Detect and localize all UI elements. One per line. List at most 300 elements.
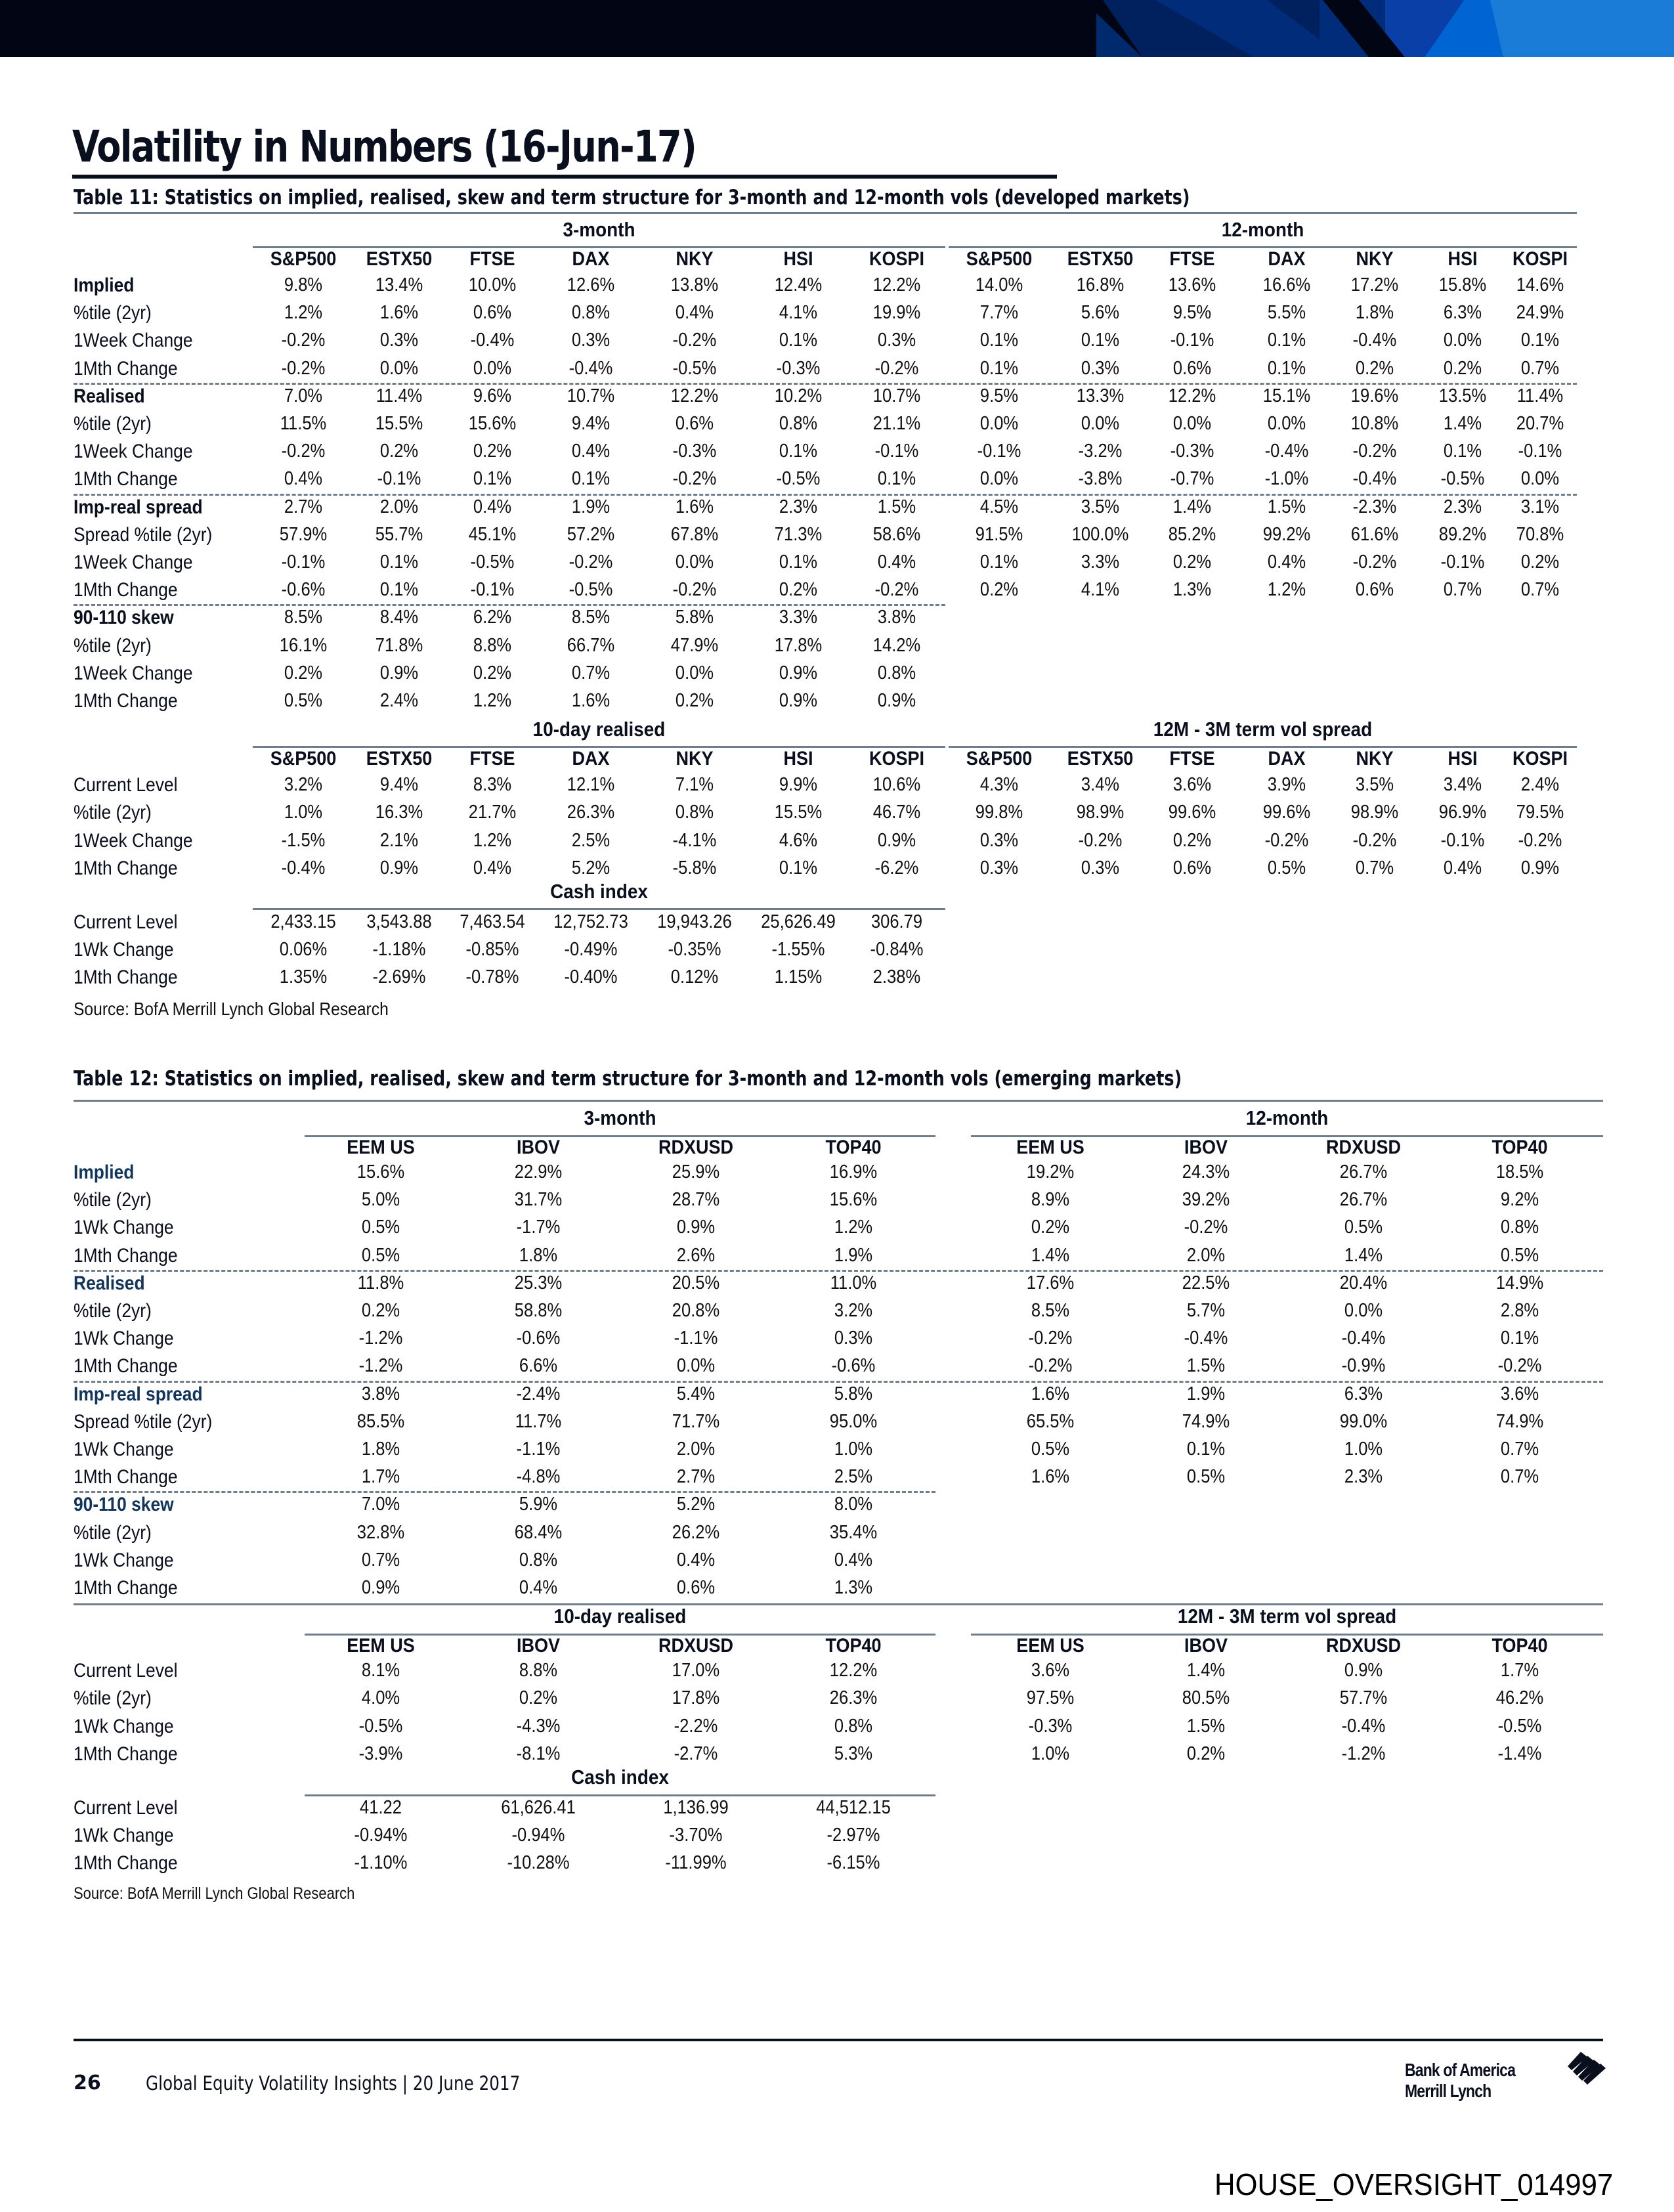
table-cell: -0.2% — [281, 357, 326, 379]
table-cell: -0.4% — [1264, 441, 1309, 462]
table-cell: 0.1% — [979, 552, 1019, 573]
table-cell: 61.6% — [1350, 523, 1399, 545]
table-cell: 14.6% — [1516, 274, 1564, 295]
table-cell: 1.8% — [361, 1439, 400, 1460]
table-cell: 5.6% — [1081, 302, 1120, 324]
table-cell: 95.0% — [829, 1410, 878, 1432]
table-cell: 1.0% — [1344, 1439, 1383, 1460]
table-cell: -0.4% — [1341, 1715, 1386, 1737]
table-cell: 57.9% — [279, 523, 328, 545]
right-col-header: FTSE — [1169, 248, 1215, 270]
table-cell: -0.2% — [874, 357, 919, 379]
table-cell: -2.69% — [372, 966, 426, 988]
table-cell: -0.2% — [281, 330, 326, 351]
table-cell: 18.5% — [1495, 1161, 1544, 1182]
table-cell: -11.99% — [665, 1852, 727, 1874]
table-cell: 11.8% — [357, 1272, 404, 1293]
table-cell: -0.1% — [281, 552, 326, 573]
table-cell: -1.4% — [1497, 1743, 1542, 1764]
table-cell: -1.0% — [1264, 468, 1309, 490]
table-cell: 1.35% — [279, 966, 328, 988]
left-col-header: RDXUSD — [658, 1635, 734, 1657]
table-cell: 0.5% — [1031, 1439, 1070, 1460]
table-cell: 0.2% — [379, 441, 419, 462]
table-cell: 1.4% — [1031, 1244, 1070, 1266]
table-cell: 4.1% — [779, 302, 818, 324]
right-col-header: NKY — [1356, 248, 1394, 270]
table-cell: -0.40% — [564, 966, 618, 988]
table-cell: 4.5% — [979, 496, 1019, 517]
table-cell: 1.2% — [834, 1217, 873, 1238]
table-cell: 0.1% — [379, 552, 419, 573]
table-cell: 12.2% — [872, 274, 921, 295]
table-cell: 21.7% — [468, 802, 517, 823]
row-label: 1Week Change — [74, 330, 193, 352]
table-cell: 0.12% — [670, 966, 719, 988]
table-cell: 15.8% — [1438, 274, 1487, 295]
table-cell: 3.9% — [1267, 774, 1306, 796]
table-cell: 3.3% — [1081, 552, 1120, 573]
table-cell: 5.7% — [1186, 1300, 1226, 1321]
table-cell: 10.2% — [774, 385, 823, 406]
section-divider — [74, 1491, 935, 1493]
table-cell: -0.49% — [564, 939, 618, 961]
table-cell: 99.6% — [1168, 802, 1216, 823]
table-cell: -3.70% — [669, 1825, 723, 1846]
table-cell: 5.0% — [361, 1189, 400, 1211]
table-cell: 0.4% — [676, 1549, 716, 1571]
table-cell: 3.6% — [1500, 1383, 1539, 1404]
table11-source: Source: BofA Merrill Lynch Global Research — [74, 998, 389, 1019]
right-col-header: ESTX50 — [1067, 748, 1134, 770]
table-cell: -0.94% — [354, 1825, 408, 1846]
row-label: Realised — [74, 385, 145, 407]
table-cell: 57.7% — [1339, 1687, 1388, 1709]
table-cell: 0.4% — [473, 857, 512, 878]
table-cell: -0.1% — [1440, 552, 1485, 573]
group-12-month: 12-month — [1221, 218, 1304, 241]
table-cell: 19.6% — [1350, 385, 1399, 406]
row-label: Spread %tile (2yr) — [74, 523, 213, 546]
table-cell: 0.6% — [1172, 857, 1212, 878]
table-cell: 3,543.88 — [366, 911, 432, 932]
row-label: 90-110 skew — [74, 1494, 174, 1516]
table-cell: 14.9% — [1495, 1272, 1544, 1293]
table-cell: 0.4% — [1443, 857, 1482, 878]
row-label: %tile (2yr) — [74, 1300, 152, 1322]
publication-title: Global Equity Volatility Insights | 20 June 2017 — [146, 2072, 521, 2094]
table-cell: 7.7% — [979, 302, 1019, 324]
table-cell: 2.4% — [1520, 774, 1560, 796]
table-cell: 0.4% — [284, 468, 323, 490]
table-cell: 2.7% — [284, 496, 323, 517]
table-cell: 0.0% — [473, 357, 512, 379]
table-cell: 0.8% — [675, 802, 714, 823]
table-cell: 0.1% — [1267, 330, 1306, 351]
table-cell: 3.6% — [1172, 774, 1212, 796]
table-cell: 0.3% — [979, 857, 1019, 878]
table-cell: 3.2% — [834, 1300, 873, 1321]
table-cell: 68.4% — [514, 1521, 563, 1543]
section-divider — [74, 494, 1577, 496]
table-cell: 2.3% — [779, 496, 818, 517]
table-cell: -0.4% — [1184, 1328, 1228, 1349]
table-cell: 39.2% — [1182, 1189, 1230, 1211]
group-10-day-realised: 10-day realised — [553, 1605, 687, 1628]
table-cell: 1.5% — [1267, 496, 1306, 517]
table-cell: 11.4% — [1516, 385, 1564, 406]
table-cell: 22.5% — [1182, 1272, 1230, 1293]
table-cell: 0.4% — [877, 552, 916, 573]
table-cell: 32.8% — [356, 1521, 405, 1543]
table-cell: 8.8% — [519, 1660, 558, 1681]
table-cell: 0.06% — [279, 939, 328, 961]
row-label: 90-110 skew — [74, 607, 174, 629]
row-label: 1Wk Change — [74, 939, 174, 961]
table-cell: -0.2% — [1078, 829, 1123, 851]
table-cell: -0.2% — [1352, 441, 1397, 462]
table-cell: 0.4% — [675, 302, 714, 324]
table-cell: 1.0% — [284, 802, 323, 823]
table-cell: 0.7% — [361, 1549, 400, 1571]
table-cell: -1.5% — [281, 829, 326, 851]
section-divider — [74, 1381, 1603, 1383]
table-cell: 1.6% — [1031, 1383, 1070, 1404]
table-cell: 20.4% — [1339, 1272, 1388, 1293]
table-cell: -4.3% — [516, 1715, 561, 1737]
table-cell: -2.97% — [826, 1825, 880, 1846]
right-col-header: HSI — [1448, 748, 1478, 770]
table-cell: 0.4% — [1267, 552, 1306, 573]
table-cell: 13.4% — [375, 274, 423, 295]
table-cell: 9.9% — [779, 774, 818, 796]
table-cell: 98.9% — [1350, 802, 1399, 823]
table-cell: 8.0% — [834, 1494, 873, 1515]
table-cell: 1.2% — [1267, 579, 1306, 601]
table-cell: -6.2% — [874, 857, 919, 878]
row-label: %tile (2yr) — [74, 1521, 152, 1544]
table-cell: 11.5% — [280, 413, 327, 434]
table-cell: 31.7% — [514, 1189, 563, 1211]
table-cell: 0.5% — [1186, 1466, 1226, 1488]
right-col-header: NKY — [1356, 748, 1394, 770]
table-cell: -0.2% — [1497, 1355, 1542, 1377]
right-col-header: S&P500 — [966, 248, 1033, 270]
table-cell: 0.4% — [834, 1549, 873, 1571]
table-cell: 1.2% — [473, 690, 512, 711]
table-cell: 10.0% — [468, 274, 517, 295]
table-cell: 0.3% — [1081, 857, 1120, 878]
table12-top-rule — [74, 1100, 1603, 1102]
table-cell: 7.0% — [361, 1494, 400, 1515]
table-cell: 26.7% — [1339, 1189, 1388, 1211]
table-cell: 0.2% — [1172, 829, 1212, 851]
row-label: Current Level — [74, 774, 178, 796]
table-cell: 0.5% — [1267, 857, 1306, 878]
table-cell: 13.8% — [670, 274, 719, 295]
table-cell: 0.9% — [1344, 1660, 1383, 1681]
table-cell: -1.10% — [354, 1852, 408, 1874]
table-cell: 79.5% — [1516, 802, 1564, 823]
table-cell: 0.9% — [379, 857, 419, 878]
group-cash-index: Cash index — [550, 880, 648, 903]
table-cell: 0.1% — [779, 441, 818, 462]
table-cell: 0.9% — [779, 690, 818, 711]
table-cell: 1.6% — [675, 496, 714, 517]
table-cell: -0.5% — [672, 357, 717, 379]
table-cell: 6.2% — [473, 607, 512, 628]
table-cell: -0.2% — [1352, 829, 1397, 851]
right-col-header: TOP40 — [1492, 1137, 1548, 1158]
table-cell: 3.5% — [1081, 496, 1120, 517]
table-cell: 0.2% — [675, 690, 714, 711]
table-cell: 0.7% — [1520, 579, 1560, 601]
table-cell: -0.5% — [358, 1715, 403, 1737]
table-cell: 99.6% — [1262, 802, 1311, 823]
table-cell: -0.5% — [1497, 1715, 1542, 1737]
table-cell: 26.7% — [1339, 1161, 1388, 1182]
table-cell: -4.1% — [672, 829, 717, 851]
table-cell: -0.2% — [1184, 1217, 1228, 1238]
table-cell: 5.8% — [834, 1383, 873, 1404]
table-cell: 8.5% — [571, 607, 611, 628]
table-cell: 0.0% — [675, 662, 714, 683]
left-col-header: IBOV — [516, 1137, 561, 1158]
table-cell: 1.2% — [473, 829, 512, 851]
table-cell: -0.2% — [874, 579, 919, 601]
table-cell: 99.0% — [1339, 1410, 1388, 1432]
table-cell: 71.3% — [774, 523, 823, 545]
table-cell: 0.1% — [1267, 357, 1306, 379]
logo-line1: Bank of America — [1405, 2060, 1516, 2080]
left-col-header: S&P500 — [270, 248, 337, 270]
table-cell: 5.4% — [676, 1383, 716, 1404]
table-cell: 1.0% — [1031, 1743, 1070, 1764]
table-cell: 28.7% — [672, 1189, 720, 1211]
table-cell: -3.8% — [1078, 468, 1123, 490]
table11-top-rule — [74, 212, 1577, 214]
table-cell: 3.6% — [1031, 1660, 1070, 1681]
table-cell: 3.8% — [361, 1383, 400, 1404]
row-label: 1Week Change — [74, 829, 193, 852]
left-col-header: DAX — [572, 748, 610, 770]
table-cell: 0.3% — [379, 330, 419, 351]
table-cell: 0.2% — [1031, 1217, 1070, 1238]
group-cash-index-rule — [305, 1794, 935, 1796]
table-cell: 2.3% — [1443, 496, 1482, 517]
table-cell: -0.1% — [1518, 441, 1562, 462]
table-cell: 70.8% — [1516, 523, 1564, 545]
left-col-header: S&P500 — [270, 748, 337, 770]
group-10-day-realised: 10-day realised — [532, 718, 666, 741]
table-cell: -4.8% — [516, 1466, 561, 1488]
table-cell: 8.5% — [1031, 1300, 1070, 1321]
table-cell: 1.5% — [1186, 1355, 1226, 1377]
table-cell: 1.6% — [379, 302, 419, 324]
table-cell: 0.7% — [571, 662, 611, 683]
table-cell: 3.3% — [779, 607, 818, 628]
left-col-header: DAX — [572, 248, 610, 270]
group-cash-index: Cash index — [571, 1766, 669, 1789]
table-cell: 0.6% — [1172, 357, 1212, 379]
table-cell: 3.4% — [1081, 774, 1120, 796]
table-cell: 2.5% — [834, 1466, 873, 1488]
table-cell: 0.1% — [571, 468, 611, 490]
table-cell: 3.1% — [1520, 496, 1560, 517]
table-cell: 0.1% — [1443, 441, 1482, 462]
table-cell: 1.5% — [877, 496, 916, 517]
document-stamp: HOUSE_OVERSIGHT_014997 — [1214, 2167, 1614, 2201]
row-label: Current Level — [74, 1660, 178, 1682]
table-cell: 2.4% — [379, 690, 419, 711]
table-cell: 0.2% — [779, 579, 818, 601]
table-cell: 57.2% — [567, 523, 615, 545]
left-col-header: FTSE — [469, 248, 515, 270]
table-cell: 26.3% — [567, 802, 615, 823]
table-cell: 25.9% — [672, 1161, 720, 1182]
table-cell: -0.1% — [977, 441, 1021, 462]
table-cell: 19.2% — [1026, 1161, 1075, 1182]
title-underline — [72, 175, 1057, 179]
table-cell: 0.0% — [979, 468, 1019, 490]
table-cell: 17.8% — [774, 634, 823, 656]
row-label: 1Week Change — [74, 552, 193, 573]
table-cell: -2.3% — [1352, 496, 1397, 517]
table-cell: -0.5% — [569, 579, 613, 601]
row-label: Imp-real spread — [74, 496, 203, 518]
table-cell: -0.1% — [377, 468, 421, 490]
table-cell: -1.18% — [372, 939, 426, 961]
bank-logo — [1405, 2052, 1608, 2104]
table-cell: 10.7% — [872, 385, 921, 406]
table-cell: 1.15% — [774, 966, 823, 988]
table-cell: -0.2% — [1264, 829, 1309, 851]
row-label: %tile (2yr) — [74, 1687, 152, 1710]
table-cell: 9.5% — [1172, 302, 1212, 324]
row-label: 1Mth Change — [74, 1466, 178, 1488]
table-cell: 0.8% — [571, 302, 611, 324]
table-cell: 0.1% — [1186, 1439, 1226, 1460]
table-cell: 2.5% — [571, 829, 611, 851]
table-cell: 85.5% — [356, 1410, 405, 1432]
table-cell: 0.1% — [779, 330, 818, 351]
table-cell: -1.2% — [358, 1355, 403, 1377]
footer-rule — [74, 2039, 1603, 2041]
table-cell: 8.1% — [361, 1660, 400, 1681]
row-label: 1Mth Change — [74, 1244, 178, 1267]
table-cell: -0.94% — [511, 1825, 565, 1846]
table-cell: -0.2% — [569, 552, 613, 573]
table-cell: 58.6% — [872, 523, 921, 545]
row-label: Current Level — [74, 911, 178, 933]
row-label: Imp-real spread — [74, 1383, 203, 1405]
table-cell: 0.8% — [779, 413, 818, 434]
table-cell: 55.7% — [375, 523, 423, 545]
table-cell: 0.3% — [979, 829, 1019, 851]
table-cell: 1.0% — [834, 1439, 873, 1460]
table-cell: 15.6% — [468, 413, 517, 434]
right-col-header: S&P500 — [966, 748, 1033, 770]
table-cell: -0.2% — [672, 579, 717, 601]
right-col-header: EEM US — [1016, 1635, 1084, 1657]
table-cell: 67.8% — [670, 523, 719, 545]
table-cell: 0.5% — [1500, 1244, 1539, 1266]
table-cell: 12,752.73 — [553, 911, 628, 932]
table-cell: 89.2% — [1438, 523, 1487, 545]
row-label: 1Mth Change — [74, 1577, 178, 1599]
table-cell: 0.3% — [834, 1328, 873, 1349]
table-cell: 0.3% — [571, 330, 611, 351]
table-cell: 8.9% — [1031, 1189, 1070, 1211]
table-cell: 0.6% — [473, 302, 512, 324]
table-cell: -0.84% — [870, 939, 924, 961]
group-cash-index-rule — [253, 908, 945, 910]
table-cell: 4.0% — [361, 1687, 400, 1709]
table-cell: 25,626.49 — [761, 911, 836, 932]
table-cell: 1.5% — [1186, 1715, 1226, 1737]
table-cell: 0.4% — [571, 441, 611, 462]
table-cell: 0.4% — [473, 496, 512, 517]
table-cell: 1.4% — [1172, 496, 1212, 517]
table-cell: -5.8% — [672, 857, 717, 878]
table-cell: 41.22 — [360, 1797, 402, 1818]
table-cell: 17.2% — [1350, 274, 1399, 295]
table-cell: 1.7% — [1500, 1660, 1539, 1681]
table-cell: 10.8% — [1350, 413, 1399, 434]
table-cell: 0.2% — [1355, 357, 1394, 379]
row-label: 1Wk Change — [74, 1328, 174, 1350]
right-col-header: DAX — [1268, 748, 1306, 770]
table-cell: -0.2% — [281, 441, 326, 462]
table-cell: 2.3% — [1344, 1466, 1383, 1488]
table-cell: 7.0% — [284, 385, 323, 406]
row-label: 1Wk Change — [74, 1549, 174, 1571]
table-cell: 0.8% — [519, 1549, 558, 1571]
table-cell: 0.0% — [1172, 413, 1212, 434]
table-cell: 1.2% — [284, 302, 323, 324]
table-cell: 9.4% — [571, 413, 611, 434]
table-cell: 97.5% — [1026, 1687, 1075, 1709]
table-cell: 0.0% — [1081, 413, 1120, 434]
table-cell: 9.4% — [379, 774, 419, 796]
table-cell: 0.1% — [1520, 330, 1560, 351]
table-cell: 25.3% — [514, 1272, 563, 1293]
row-label: Implied — [74, 1161, 135, 1183]
table-cell: 0.8% — [834, 1715, 873, 1737]
table-cell: 0.2% — [979, 579, 1019, 601]
table-cell: 12.1% — [567, 774, 615, 796]
row-label: 1Mth Change — [74, 1743, 178, 1765]
right-col-header: DAX — [1268, 248, 1306, 270]
table-cell: 12.4% — [774, 274, 823, 295]
table-cell: -10.28% — [507, 1852, 570, 1874]
table-cell: -3.2% — [1078, 441, 1123, 462]
table-cell: 16.9% — [829, 1161, 878, 1182]
table-cell: 0.8% — [1500, 1217, 1539, 1238]
table-cell: 20.7% — [1516, 413, 1564, 434]
banner-decoration — [1096, 0, 1674, 57]
table-cell: 12.6% — [567, 274, 615, 295]
left-col-header: KOSPI — [869, 748, 925, 770]
table-cell: 15.5% — [774, 802, 823, 823]
table-cell: 58.8% — [514, 1300, 563, 1321]
table-cell: 0.7% — [1520, 357, 1560, 379]
table-cell: 11.4% — [376, 385, 423, 406]
table-cell: 3.4% — [1443, 774, 1482, 796]
table-cell: -0.4% — [569, 357, 613, 379]
table-cell: 65.5% — [1026, 1410, 1075, 1432]
group-term-spread: 12M - 3M term vol spread — [1177, 1605, 1397, 1628]
